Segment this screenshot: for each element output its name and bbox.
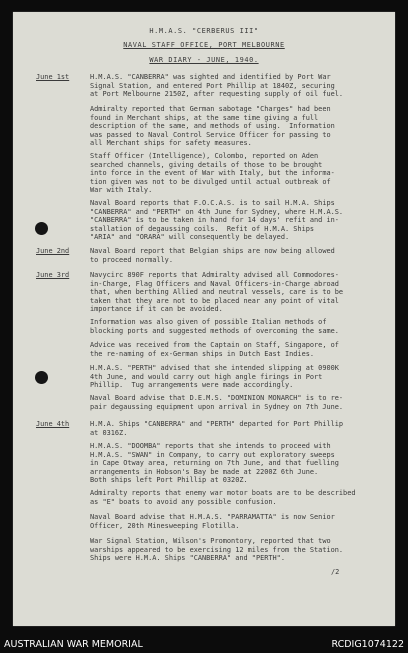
entry-date: June 2nd xyxy=(36,247,70,255)
header-office: NAVAL STAFF OFFICE, PORT MELBOURNE xyxy=(123,41,285,49)
header-ship: H.M.A.S. "CERBERUS III" xyxy=(149,27,259,35)
page-marker: /2 xyxy=(331,568,340,576)
entry-text: H.M.A. Ships "CANBERRA" and "PERTH" departed for Port Phillip at 0316Z. xyxy=(90,420,344,437)
entry-text: H.M.A.S. "PERTH" advised that she intended slipping at 0900K 4th June, and would carry out high angle firings in Port Phillip. Tug arrangements were made accordingly. xyxy=(90,364,339,390)
entry-text: War Signal Station, Wilson's Promontory, reported that two warships appeared to be exercising 12 miles from the Station. Ships were H.M.A. Ships "CANBERRA" and "PERTH". xyxy=(90,537,344,563)
footer-institution: AUSTRALIAN WAR MEMORIAL xyxy=(4,639,143,650)
entry-text: Admiralty reports that enemy war motor boats are to be described as "E" boats to avoid any possible confusion. xyxy=(90,489,356,506)
entry-text: Naval Board reports that F.O.C.A.S. is to sail H.M.A. Ships "CANBERRA" and "PERTH" on 4th June for Sydney, where H.M.A.S. "CANBERRA" is to be taken in hand for 14 days' refit and in- stallation of degaussing coils. Refit of H.M.A. Ships "ARIA" and "ORARA" will consequently be delayed. xyxy=(90,199,344,242)
entry-text: Naval Board advise that D.E.M.S. "DOMINION MONARCH" is to re- pair degaussing equipment upon arrival in Sydney on 7th June. xyxy=(90,394,344,411)
punch-hole xyxy=(35,371,48,384)
entry-text: Information was also given of possible Italian methods of blocking ports and suggested methods of overcoming the same. xyxy=(90,318,339,335)
entry-text: Naval Board advise that H.M.A.S. "PARRAMATTA" is now Senior Officer, 20th Minesweeping Flotilla. xyxy=(90,513,335,530)
entry-text: Admiralty reported that German sabotage "Charges" had been found in Merchant ships, at the same time giving a full description of the same, and methods of using. Information was passed to Naval Control Service Officer for passing to all Merchant ships for safety measures. xyxy=(90,105,335,148)
document-page xyxy=(13,12,395,626)
entry-date: June 1st xyxy=(36,73,70,81)
entry-text: Navycirc 890F reports that Admiralty advised all Commodores- in-Charge, Flag Officers and Naval Officers-in-Charge abroad that, when berthing Allied and neutral vessels, care is to be taken that they are not to be placed near any point of vital importance if it can be avoided. xyxy=(90,271,344,314)
footer-record-id: RCDIG1074122 xyxy=(331,639,404,650)
entry-text: H.M.A.S. "DOOMBA" reports that she intends to proceed with H.M.A.S. "SWAN" in Company, to carry out exploratory sweeps in Cape Otway area, returning on 7th June, and that fuelling arrangements in Hobson's Bay be made at 2200Z 6th June. Both ships left Port Phillip at 0320Z. xyxy=(90,442,339,485)
punch-hole xyxy=(35,222,48,235)
entry-text: H.M.A.S. "CANBERRA" was sighted and identified by Port War Signal Station, and entered Port Phillip at 1840Z, securing at Port Melbourne 2150Z, after requesting supply of oil fuel. xyxy=(90,73,344,99)
header-diary: WAR DIARY - JUNE, 1940. xyxy=(149,56,259,64)
entry-text: Naval Board report that Belgian ships are now being allowed to proceed normally. xyxy=(90,247,335,264)
archive-footer xyxy=(0,638,408,653)
entry-date: June 4th xyxy=(36,420,70,428)
entry-text: Advice was received from the Captain on Staff, Singapore, of the re-naming of ex-German ships in Dutch East Indies. xyxy=(90,341,339,358)
entry-text: Staff Officer (Intelligence), Colombo, reported on Aden searched channels, giving details of those to be brought into force in the event of War with Italy, but the informa- tion given was not to be divulged until actual outbreak of War with Italy. xyxy=(90,152,335,195)
entry-date: June 3rd xyxy=(36,271,70,279)
